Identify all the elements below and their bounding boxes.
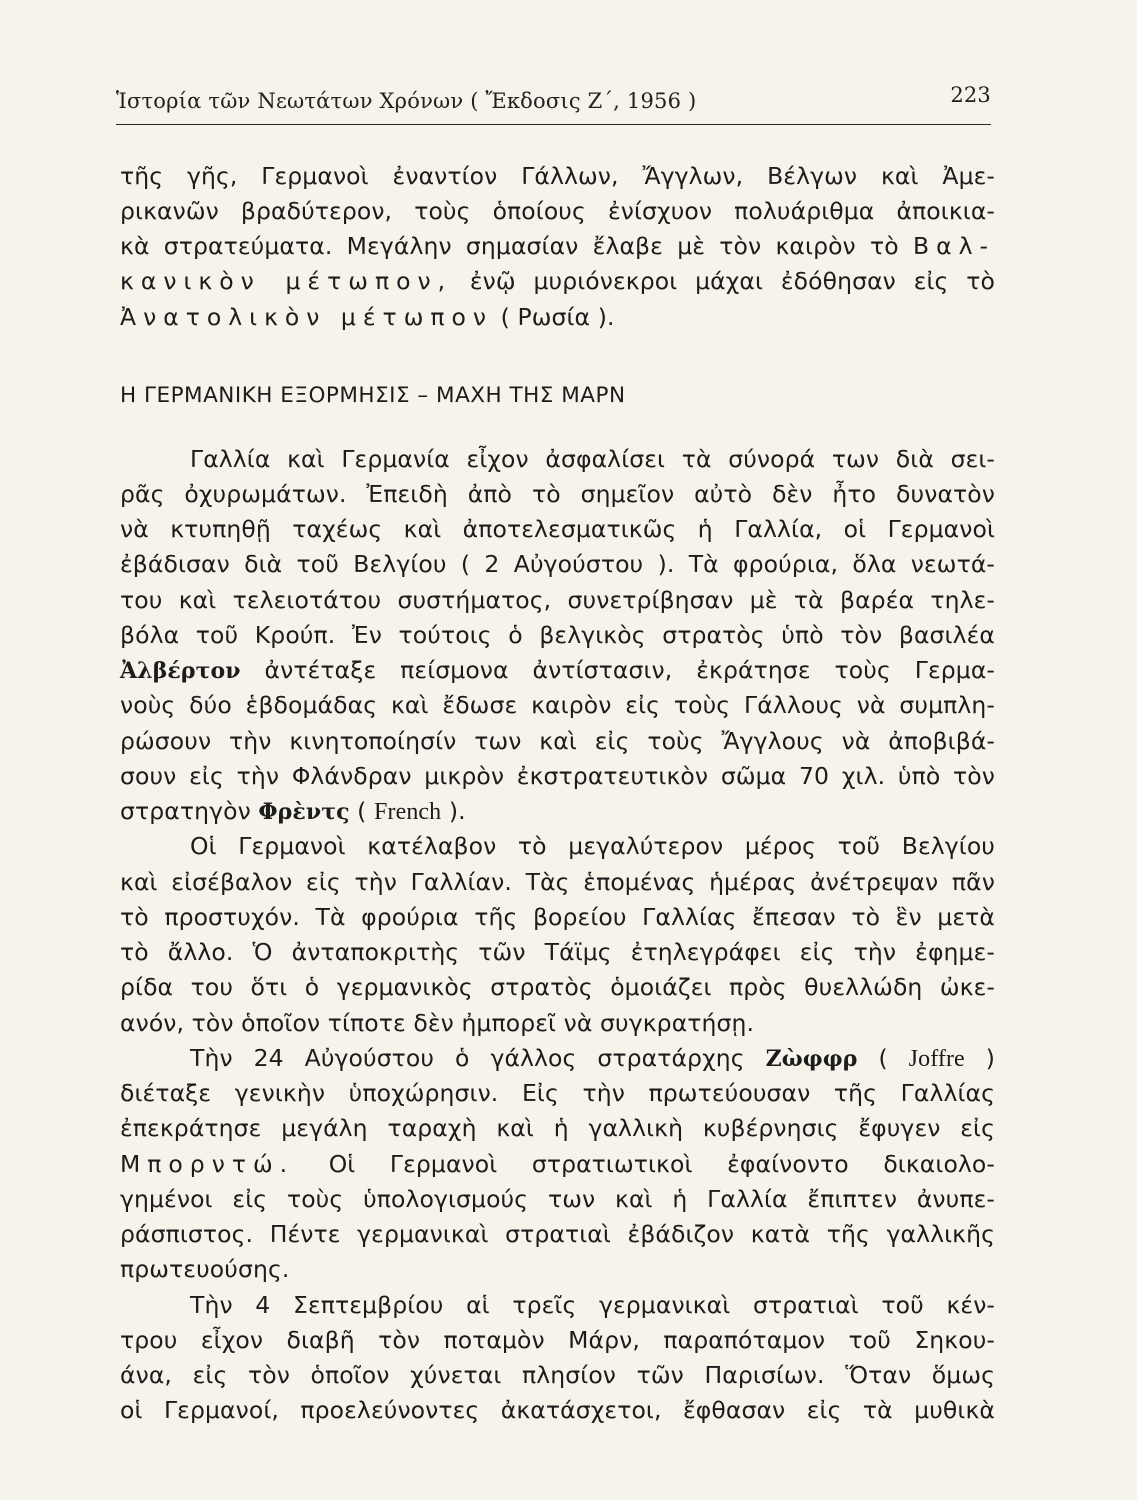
section-heading: Η ΓΕΡΜΑΝΙΚΗ ΕΞΟΡΜΗΣΙΣ – ΜΑΧΗ ΤΗΣ ΜΑΡΝ [120,383,626,408]
paragraph-3-line-1: Οἱ Γερμανοὶ κατέλαβον τὸ μεγαλύτερον μέρος τοῦ Βελγίου [190,832,995,860]
paragraph-4-line-6: ράσπιστος. Πέντε γερμανικαὶ στρατιαὶ ἐβάδιζον κατὰ τῆς γαλλικῆς [120,1220,995,1248]
latin-name-joffre: Joffre [908,1046,965,1072]
paragraph-4-line-4 [120,1150,995,1178]
spaced-term-eastern-front: Ἀνατολικὸν μέτωπον [120,303,494,331]
paragraph-5-line-1: Τὴν 4 Σεπτεμβρίου αἱ τρεῖς γερμανικαὶ στρατιαὶ τοῦ κέν- [190,1291,995,1319]
paragraph-2-line-9: ρώσουν τὴν κινητοποίησίν των καὶ εἰς τοὺς Ἄγγλους νὰ ἀποβιβά- [120,727,995,755]
paragraph-5-line-3: άνα, εἰς τὸν ὁποῖον χύνεται πλησίον τῶν Παρισίων. Ὅταν ὅμως [120,1361,995,1389]
paragraph-4-line-1-text: Τὴν 24 Αὐγούστου ὁ γάλλος στρατάρχης [190,1044,766,1072]
paragraph-5-line-2: τρου εἶχον διαβῆ τὸν ποταμὸν Μάρν, παραπόταμον τοῦ Σηκου- [120,1326,995,1354]
paragraph-2-line-4: ἐβάδισαν διὰ τοῦ Βελγίου ( 2 Αὐγούστου ). Τὰ φρούρια, ὅλα νεωτά- [120,550,995,578]
paragraph-1-line-1: τῆς γῆς, Γερμανοὶ ἐναντίον Γάλλων, Ἄγγλων, Βέλγων καὶ Ἀμε- [120,162,995,190]
paragraph-2-line-6: βόλα τοῦ Κρούπ. Ἐν τούτοις ὁ βελγικὸς στρατὸς ὑπὸ τὸν βασιλέα [120,621,995,649]
paragraph-1-line-4-text: ἐνῷ μυριόνεκροι μάχαι ἐδόθησαν εἰς τὸ [452,267,995,295]
paragraph-2-line-11 [120,797,995,826]
paragraph-3-line-3: τὸ προστυχόν. Τὰ φρούρια τῆς βορείου Γαλλίας ἔπεσαν τὸ ἓν μετὰ [120,903,995,931]
paragraph-3-line-5: ρίδα του ὅτι ὁ γερμανικὸς στρατὸς ὁμοιάζει πρὸς θυελλώδη ὠκε- [120,973,995,1001]
paragraph-1-line-2: ρικανῶν βραδύτερον, τοὺς ὁποίους ἐνίσχυον πολυάριθμα ἀποικια- [120,197,995,225]
spaced-term-front: κανικὸν μέτωπον, [120,267,453,295]
paragraph-4-line-5: γημένοι εἰς τοὺς ὑπολογισμούς των καὶ ἡ Γαλλία ἔπιπτεν ἀνυπε- [120,1185,995,1213]
header-rule [116,124,991,125]
running-head [116,83,991,121]
paragraph-1-line-3-text: κὰ στρατεύματα. Μεγάλην σημασίαν ἔλαβε μὲ τὸν καιρὸν τὸ [120,232,913,260]
paragraph-4-line-2: διέταξε γενικὴν ὑποχώρησιν. Εἰς τὴν πρωτεύουσαν τῆς Γαλλίας [120,1079,995,1107]
spaced-term-bordeaux: Μπορντώ. [120,1150,295,1178]
running-head-title: Ἱστορία τῶν Νεωτάτων Χρόνων ( Ἔκδοσις Ζ΄, 1956 ) [116,89,697,113]
paragraph-3-line-2: καὶ εἰσέβαλον εἰς τὴν Γαλλίαν. Τὰς ἑπομένας ἡμέρας ἀνέτρεψαν πᾶν [120,868,995,896]
paragraph-1-line-3 [120,232,995,260]
bold-name-french: Φρὲντς [258,799,350,825]
paragraph-4-line-4-text: Οἱ Γερμανοὶ στρατιωτικοὶ ἐφαίνοντο δικαιολο- [294,1150,995,1178]
paragraph-2-line-1: Γαλλία καὶ Γερμανία εἶχον ἀσφαλίσει τὰ σύνορά των διὰ σει- [190,445,995,473]
paragraph-3-line-6: ανόν, τὸν ὁποῖον τίποτε δὲν ἠμπορεῖ νὰ συγκρατήσῃ. [120,1009,755,1037]
paragraph-4-line-1 [190,1044,995,1073]
paragraph-2-line-7 [120,656,995,684]
paragraph-2-line-3: νὰ κτυπηθῇ ταχέως καὶ ἀποτελεσματικῶς ἡ Γαλλία, οἱ Γερμανοὶ [120,515,995,543]
paragraph-1-line-4 [120,267,995,295]
paragraph-2-line-11-text: στρατηγὸν [120,797,259,825]
paragraph-4-line-3: ἐπεκράτησε μεγάλη ταραχὴ καὶ ἡ γαλλικὴ κυβέρνησις ἔφυγεν εἰς [120,1114,995,1142]
latin-name-french: French [374,799,442,825]
paragraph-2-line-7-text: ἀντέταξε πείσμονα ἀντίστασιν, ἐκράτησε τοὺς Γερμα- [240,656,995,684]
paren-open: ( [857,1044,909,1072]
paragraph-2-line-2: ρᾶς ὀχυρωμάτων. Ἐπειδὴ ἀπὸ τὸ σημεῖον αὐτὸ δὲν ἦτο δυνατὸν [120,480,995,508]
paragraph-3-line-4: τὸ ἄλλο. Ὁ ἀνταποκριτὴς τῶν Τάϊμς ἐτηλεγράφει εἰς τὴν ἐφημε- [120,938,995,966]
paragraph-1-line-5 [120,303,995,331]
paren-close: ). [441,797,466,825]
paragraph-2-line-5: του καὶ τελειοτάτου συστήματος, συνετρίβησαν μὲ τὰ βαρέα τηλε- [120,586,995,614]
paragraph-5-line-4: οἱ Γερμανοί, προελεύνοντες ἀκατάσχετοι, ἔφθασαν εἰς τὰ μυθικὰ [120,1396,995,1424]
paragraph-2-line-8: νοὺς δύο ἑβδομάδας καὶ ἔδωσε καιρὸν εἰς τοὺς Γάλλους νὰ συμπλη- [120,691,995,719]
page-number: 223 [950,83,991,107]
paragraph-1-line-5-text: ( Ρωσία ). [493,303,615,331]
bold-name-albert: Ἀλβέρτον [120,658,241,684]
spaced-term-balkan: Βαλ- [913,232,995,260]
bold-name-joffre: Ζὼφφρ [765,1046,858,1072]
paragraph-2-line-10: σουν εἰς τὴν Φλάνδραν μικρὸν ἐκστρατευτικὸν σῶμα 70 χιλ. ὑπὸ τὸν [120,762,995,790]
paragraph-4-line-7: πρωτευούσης. [120,1255,290,1283]
paren-close: ) [964,1044,995,1072]
paren-open: ( [349,797,375,825]
